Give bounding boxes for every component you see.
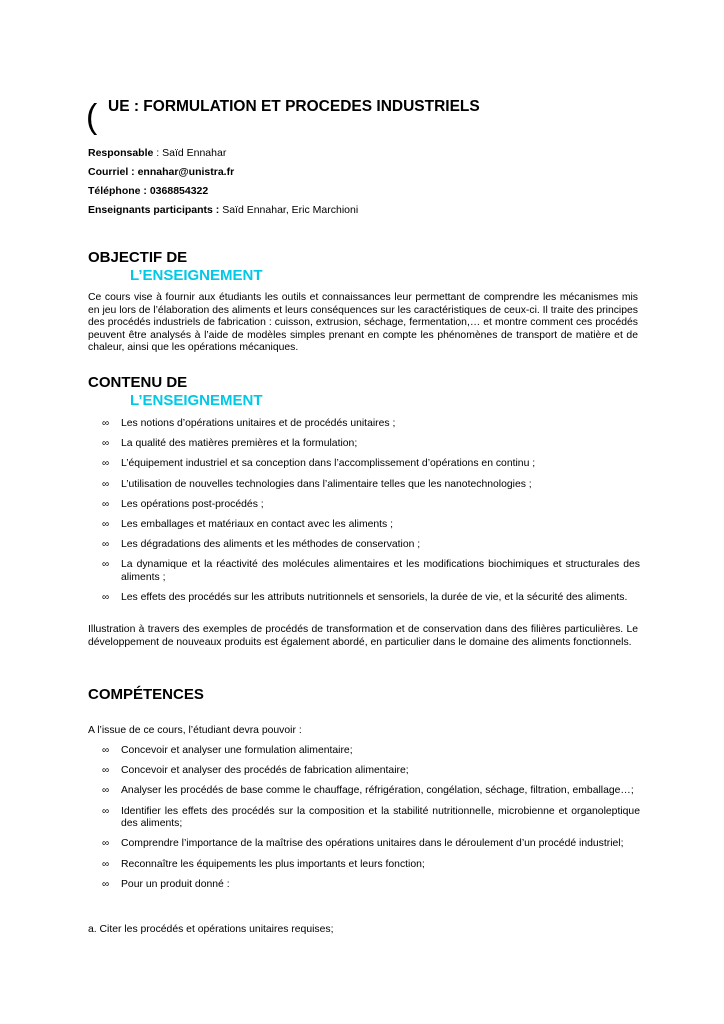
list-item-text: L’utilisation de nouvelles technologies dans l’alimentaire telles que les nanotechnologies ;	[121, 478, 532, 490]
list-item-text: Les notions d’opérations unitaires et de procédés unitaires ;	[121, 418, 396, 429]
courriel-text: Courriel : ennahar@unistra.fr	[88, 166, 235, 178]
list-item	[88, 559, 640, 584]
competences-list	[88, 745, 640, 899]
list-item-text: Concevoir et analyser une formulation alimentaire;	[121, 745, 353, 756]
contenu-list	[88, 418, 640, 612]
infinity-bullet-icon: ∞	[102, 805, 110, 817]
infinity-bullet-icon: ∞	[102, 765, 110, 777]
infinity-bullet-icon: ∞	[102, 498, 110, 510]
objectif-text: Ce cours vise à fournir aux étudiants les outils et connaissances leur permettant de comprendre les mécanismes mis en jeu lors de l’élaboration des aliments et leurs conséquences sur les caractéristiques de ceux-ci. Il traite des principes des procédés industriels de fabrication : cuisson, extrusion, séchage, fermentation,… et montre comment ces procédés peuvent être analysés à l’aide de modèles simples prenant en compte les phénomènes de transport de matière et de chaleur, ainsi que les opérations mécaniques.	[88, 292, 638, 354]
responsable-value: : Saïd Ennahar	[153, 147, 227, 159]
infinity-bullet-icon: ∞	[102, 745, 110, 756]
list-item-text: Les dégradations des aliments et les méthodes de conservation ;	[121, 539, 421, 551]
list-item	[88, 519, 640, 532]
competences-heading: COMPÉTENCES	[88, 686, 204, 703]
competences-intro: A l’issue de ce cours, l’étudiant devra pouvoir :	[88, 725, 302, 736]
illustration-text: Illustration à travers des exemples de procédés de transformation et de conservation dans des filières particulières. Le développement de nouveaux produits est également abordé, en particulier dans le domaine des aliments fonctionnels.	[88, 624, 638, 648]
infinity-bullet-icon: ∞	[102, 539, 110, 551]
enseignants-line	[88, 204, 358, 217]
list-item-text: Comprendre l’importance de la maîtrise des opérations unitaires dans le déroulement d’un procédé industriel;	[121, 838, 624, 850]
infinity-bullet-icon: ∞	[102, 878, 110, 890]
infinity-bullet-icon: ∞	[102, 592, 110, 604]
list-item	[88, 838, 640, 851]
infinity-bullet-icon: ∞	[102, 518, 110, 530]
infinity-bullet-icon: ∞	[102, 858, 110, 870]
list-item-text: Les effets des procédés sur les attributs nutritionnels et sensoriels, la durée de vie, et la sécurité des aliments.	[121, 592, 628, 604]
list-item-text: Concevoir et analyser des procédés de fabrication alimentaire;	[121, 765, 409, 777]
list-item-text: Les emballages et matériaux en contact avec les aliments ;	[121, 518, 394, 530]
contenu-heading-line2: L’ENSEIGNEMENT	[130, 392, 263, 409]
contenu-heading	[88, 374, 263, 409]
page-title: UE : FORMULATION ET PROCEDES INDUSTRIELS	[108, 98, 480, 115]
courriel-line	[88, 166, 234, 179]
list-item	[88, 859, 640, 872]
responsable-line	[88, 147, 226, 160]
list-item	[88, 765, 640, 778]
list-item	[88, 592, 640, 605]
infinity-bullet-icon: ∞	[102, 785, 110, 797]
objectif-heading	[88, 249, 263, 284]
contenu-heading-line1: CONTENU DE	[88, 374, 188, 391]
list-item-text: La dynamique et la réactivité des molécules alimentaires et les modifications biochimiques et structurales des aliments ;	[121, 559, 640, 583]
list-item	[88, 785, 640, 798]
enseignants-label: Enseignants participants :	[88, 204, 220, 216]
list-item-text: Analyser les procédés de base comme le chauffage, réfrigération, congélation, séchage, filtration, emballage…;	[121, 785, 634, 797]
list-item	[88, 539, 640, 552]
responsable-label: Responsable	[88, 147, 154, 159]
infinity-bullet-icon: ∞	[102, 458, 110, 470]
competences-sub-a: a. Citer les procédés et opérations unitaires requises;	[88, 924, 334, 935]
infinity-bullet-icon: ∞	[102, 838, 110, 850]
list-item-text: Les opérations post-procédés ;	[121, 498, 264, 510]
list-item	[88, 479, 640, 492]
list-item	[88, 745, 640, 758]
list-item-text: Identifier les effets des procédés sur la composition et la stabilité nutritionnelle, microbienne et organoleptique des aliments;	[121, 805, 640, 830]
open-parenthesis: (	[86, 98, 98, 136]
list-item	[88, 438, 640, 451]
enseignants-value: Saïd Ennahar, Eric Marchioni	[219, 204, 359, 216]
list-item	[88, 499, 640, 512]
infinity-bullet-icon: ∞	[102, 478, 110, 490]
list-item-text: Pour un produit donné :	[121, 878, 230, 890]
objectif-heading-line1: OBJECTIF DE	[88, 249, 188, 266]
list-item-text: La qualité des matières premières et la formulation;	[121, 438, 358, 450]
infinity-bullet-icon: ∞	[102, 438, 110, 450]
list-item	[88, 458, 640, 471]
list-item	[88, 806, 640, 831]
telephone-text: Téléphone : 0368854322	[88, 185, 209, 197]
list-item	[88, 418, 640, 431]
infinity-bullet-icon: ∞	[102, 559, 110, 571]
list-item-text: Reconnaître les équipements les plus importants et leurs fonction;	[121, 858, 425, 870]
objectif-heading-line2: L’ENSEIGNEMENT	[130, 267, 263, 284]
list-item-text: L’équipement industriel et sa conception dans l’accomplissement d’opérations en continu ;	[121, 458, 536, 470]
infinity-bullet-icon: ∞	[102, 418, 110, 429]
list-item	[88, 879, 640, 892]
telephone-line	[88, 185, 208, 198]
